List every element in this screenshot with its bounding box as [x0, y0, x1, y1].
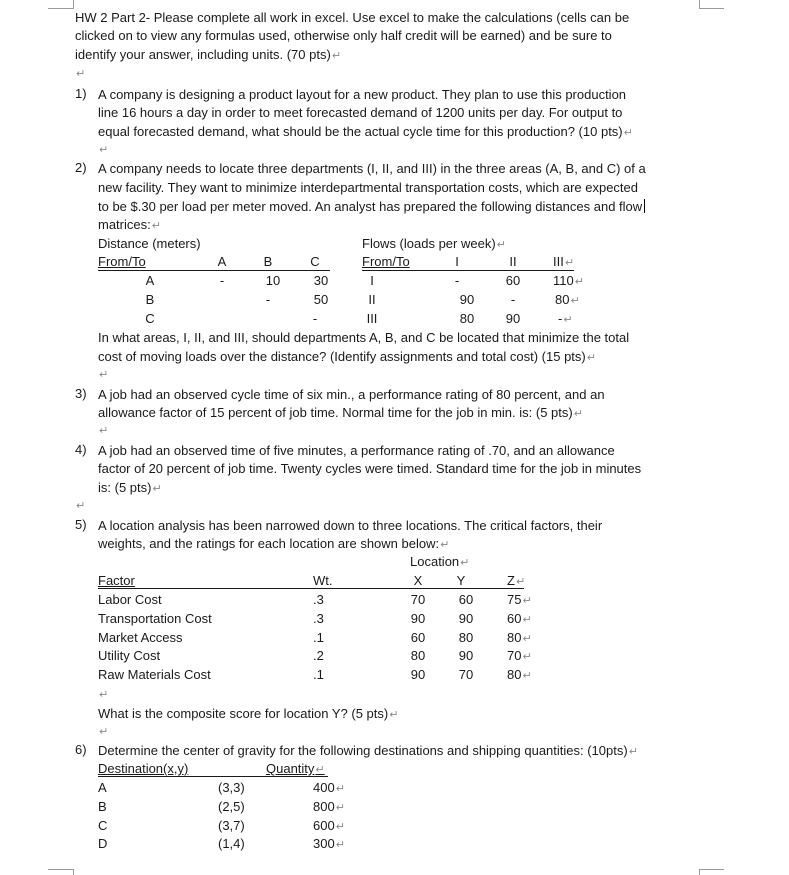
return-mark-icon: ↵ — [522, 670, 532, 682]
distance-title: Distance (meters) — [98, 236, 201, 251]
distance-row-label: B — [145, 292, 155, 307]
return-mark-icon: ↵ — [564, 257, 575, 269]
return-mark-icon: ↵ — [99, 726, 109, 738]
destination-coord: (1,4) — [218, 836, 245, 851]
crop-mark-bottom-right-h — [699, 869, 724, 870]
return-mark-icon: ↵ — [515, 576, 526, 588]
flows-cell: - — [454, 273, 460, 288]
destination-coord: (3,7) — [218, 818, 245, 833]
q2-after-1: In what areas, I, II, and III, should departments A, B, and C be located that minimize the total — [98, 330, 630, 345]
return-mark-icon: ↵ — [315, 764, 325, 776]
question-number: 2) — [75, 160, 87, 175]
destination-qty — [313, 799, 345, 814]
q4-line-1: A job had an observed time of five minutes, a performance rating of .70, and an allowance — [98, 443, 615, 458]
return-mark-icon: ↵ — [628, 746, 638, 758]
table-header-y: Y — [456, 573, 466, 588]
flows-cell: 90 — [459, 292, 475, 307]
location-header-text: Location — [410, 554, 460, 569]
rating-x: 60 — [410, 630, 426, 645]
q5-question-text: What is the composite score for location Y? (5 pts) — [98, 706, 389, 721]
destination-qty-text: 800 — [313, 799, 335, 814]
flows-cell — [558, 311, 573, 326]
return-mark-icon: ↵ — [99, 369, 109, 381]
destination-qty — [313, 836, 345, 851]
return-mark-icon: ↵ — [440, 539, 450, 551]
factor-weight: .1 — [313, 667, 324, 682]
q5-line-1: A location analysis has been narrowed down to three locations. The critical factors, their — [98, 518, 603, 533]
distance-row-label: A — [145, 273, 155, 288]
q5-line-2-text: weights, and the ratings for each location are shown below: — [98, 536, 440, 551]
flows-row-label: II — [368, 292, 376, 307]
destination-qty — [313, 780, 345, 795]
header-line-2: clicked on to view any formulas used, otherwise only half credit will be earned) and be sure to — [75, 28, 612, 43]
flows-corner: From/To — [362, 254, 410, 269]
flows-col-header: II — [509, 254, 517, 269]
return-mark-icon: ↵ — [99, 144, 109, 156]
flows-title-text: Flows (loads per week) — [362, 236, 496, 251]
flows-col-header — [553, 254, 574, 269]
rating-z — [507, 648, 532, 663]
rating-z — [507, 630, 532, 645]
rating-y: 90 — [458, 611, 474, 626]
table-header-quantity-text: Quantity — [266, 761, 315, 776]
rating-z — [507, 667, 532, 682]
flows-row-label: III — [366, 311, 378, 326]
flows-title — [362, 236, 506, 251]
rating-z — [507, 611, 532, 626]
distance-col-header: C — [310, 254, 320, 269]
factor-label: Raw Materials Cost — [98, 667, 211, 682]
distance-corner: From/To — [98, 254, 146, 269]
flows-row-label: I — [370, 273, 374, 288]
return-mark-icon: ↵ — [335, 839, 345, 851]
destination-qty-text: 300 — [313, 836, 335, 851]
rating-x: 90 — [410, 667, 426, 682]
location-header — [410, 554, 469, 569]
return-mark-icon: ↵ — [574, 276, 584, 288]
return-mark-icon: ↵ — [389, 709, 399, 721]
question-number: 4) — [75, 442, 87, 457]
table-header-z-text: Z — [507, 573, 515, 588]
table-header-quantity — [266, 761, 325, 776]
q2-line-2: new facility. They want to minimize interdepartmental transportation costs, which are expected — [98, 180, 638, 195]
q2-line-1: A company needs to locate three departments (I, II, and III) in the three areas (A, B, and C) of a — [98, 161, 646, 176]
distance-cell: 10 — [265, 273, 281, 288]
return-mark-icon: ↵ — [522, 651, 532, 663]
q6-line-1-text: Determine the center of gravity for the following destinations and shipping quantities: (10pts) — [98, 743, 628, 758]
crop-mark-bottom-right-v — [699, 869, 700, 875]
q6-line-1 — [98, 742, 728, 762]
return-mark-icon: ↵ — [522, 595, 532, 607]
return-mark-icon: ↵ — [99, 689, 109, 701]
question-number: 6) — [75, 742, 87, 757]
header-line-3-text: identify your answer, including units. (70 pts) — [75, 47, 331, 62]
factor-label: Labor Cost — [98, 592, 162, 607]
rating-z — [507, 592, 532, 607]
factor-weight: .1 — [313, 630, 324, 645]
return-mark-icon: ↵ — [586, 352, 596, 364]
return-mark-icon: ↵ — [563, 314, 573, 326]
distance-cell: - — [265, 292, 271, 307]
distance-header-rule — [98, 270, 330, 271]
flows-header-rule — [362, 270, 574, 271]
rating-y: 80 — [458, 630, 474, 645]
destination-label: D — [98, 836, 108, 851]
flows-col-header: I — [455, 254, 459, 269]
q1-line-3 — [98, 123, 728, 143]
q2-line-3 — [98, 198, 728, 217]
rating-z-text: 80 — [507, 630, 522, 645]
rating-x: 90 — [410, 611, 426, 626]
return-mark-icon: ↵ — [573, 408, 583, 420]
q4-line-2: factor of 20 percent of job time. Twenty cycles were timed. Standard time for the job in minutes — [98, 461, 642, 476]
factor-weight: .2 — [313, 648, 324, 663]
flows-cell-text: 80 — [555, 292, 570, 307]
table-header-x: X — [413, 573, 423, 588]
factor-weight: .3 — [313, 611, 324, 626]
destination-label: B — [98, 799, 107, 814]
destination-label: A — [98, 780, 107, 795]
rating-z-text: 70 — [507, 648, 522, 663]
rating-y: 90 — [458, 648, 474, 663]
q2-line-4 — [98, 216, 728, 236]
crop-mark-top-left-h — [48, 8, 73, 9]
q2-after-2 — [98, 348, 728, 368]
return-mark-icon: ↵ — [570, 295, 580, 307]
q4-line-3 — [98, 479, 728, 499]
location-header-rule — [98, 588, 524, 589]
return-mark-icon: ↵ — [522, 633, 532, 645]
rating-y: 70 — [458, 667, 474, 682]
rating-x: 80 — [410, 648, 426, 663]
q1-line-2: line 16 hours a day in order to meet forecasted demand of 1200 units per day. For output to — [98, 105, 623, 120]
destination-qty — [313, 818, 345, 833]
distance-cell: 50 — [313, 292, 329, 307]
flows-cell: 90 — [505, 311, 521, 326]
factor-label: Transportation Cost — [98, 611, 212, 626]
destination-header-rule — [98, 776, 328, 777]
flows-col-header-text: III — [553, 254, 564, 269]
table-header-factor: Factor — [98, 573, 135, 588]
destination-label: C — [98, 818, 108, 833]
return-mark-icon: ↵ — [335, 783, 345, 795]
return-mark-icon: ↵ — [76, 500, 86, 512]
return-mark-icon: ↵ — [335, 821, 345, 833]
rating-y: 60 — [458, 592, 474, 607]
return-mark-icon: ↵ — [331, 50, 342, 62]
q5-line-2 — [98, 535, 728, 555]
destination-qty-text: 400 — [313, 780, 335, 795]
return-mark-icon: ↵ — [335, 802, 345, 814]
flows-cell: 80 — [459, 311, 475, 326]
return-mark-icon: ↵ — [623, 127, 633, 139]
q3-line-2 — [98, 404, 728, 424]
destination-coord: (2,5) — [218, 799, 245, 814]
q1-line-3-text: equal forecasted demand, what should be the actual cycle time for this production? (10 pts) — [98, 124, 623, 139]
q2-line-3-text: to be $.30 per load per meter moved. An analyst has prepared the following distances and flow — [98, 199, 643, 214]
return-mark-icon: ↵ — [522, 614, 532, 626]
return-mark-icon: ↵ — [152, 483, 162, 495]
distance-col-header: A — [217, 254, 227, 269]
factor-label: Utility Cost — [98, 648, 161, 663]
distance-col-header: B — [263, 254, 273, 269]
question-number: 3) — [75, 386, 87, 401]
return-mark-icon: ↵ — [76, 68, 86, 80]
header-line-3 — [75, 46, 705, 66]
distance-cell: - — [219, 273, 225, 288]
q2-line-4-text: matrices: — [98, 217, 151, 232]
rating-z-text: 60 — [507, 611, 522, 626]
crop-mark-top-right-v — [699, 0, 700, 9]
return-mark-icon: ↵ — [460, 557, 470, 569]
table-header-destination: Destination(x,y) — [98, 761, 189, 776]
flows-cell: 60 — [505, 273, 521, 288]
distance-cell: - — [312, 311, 318, 326]
flows-cell-text: - — [558, 311, 563, 326]
table-header-z — [507, 573, 525, 588]
factor-label: Market Access — [98, 630, 183, 645]
q1-line-1: A company is designing a product layout for a new product. They plan to use this production — [98, 87, 627, 102]
table-header-weight: Wt. — [313, 573, 333, 588]
distance-cell: 30 — [313, 273, 329, 288]
flows-cell-text: 110 — [553, 273, 574, 288]
crop-mark-bottom-left-h — [48, 869, 73, 870]
return-mark-icon: ↵ — [99, 425, 109, 437]
question-number: 5) — [75, 517, 87, 532]
flows-cell — [555, 292, 580, 307]
factor-weight: .3 — [313, 592, 324, 607]
destination-coord: (3,3) — [218, 780, 245, 795]
text-cursor — [644, 199, 645, 213]
q3-line-1: A job had an observed cycle time of six min., a performance rating of 80 percent, and an — [98, 387, 605, 402]
question-number: 1) — [75, 86, 87, 101]
rating-x: 70 — [410, 592, 426, 607]
distance-row-label: C — [145, 311, 155, 326]
q2-after-2-text: cost of moving loads over the distance? (Identify assignments and total cost) (15 pts) — [98, 349, 586, 364]
return-mark-icon: ↵ — [151, 220, 161, 232]
return-mark-icon: ↵ — [496, 239, 506, 251]
q5-question — [98, 705, 728, 725]
q4-line-3-text: is: (5 pts) — [98, 480, 152, 495]
destination-qty-text: 600 — [313, 818, 335, 833]
crop-mark-top-left-v — [73, 0, 74, 9]
crop-mark-bottom-left-v — [73, 869, 74, 875]
header-line-1: HW 2 Part 2- Please complete all work in excel. Use excel to make the calculations (cells can be — [75, 10, 630, 25]
rating-z-text: 75 — [507, 592, 522, 607]
rating-z-text: 80 — [507, 667, 522, 682]
flows-cell: - — [510, 292, 516, 307]
flows-cell — [553, 273, 584, 288]
q3-line-2-text: allowance factor of 15 percent of job time. Normal time for the job in min. is: (5 pts) — [98, 405, 573, 420]
